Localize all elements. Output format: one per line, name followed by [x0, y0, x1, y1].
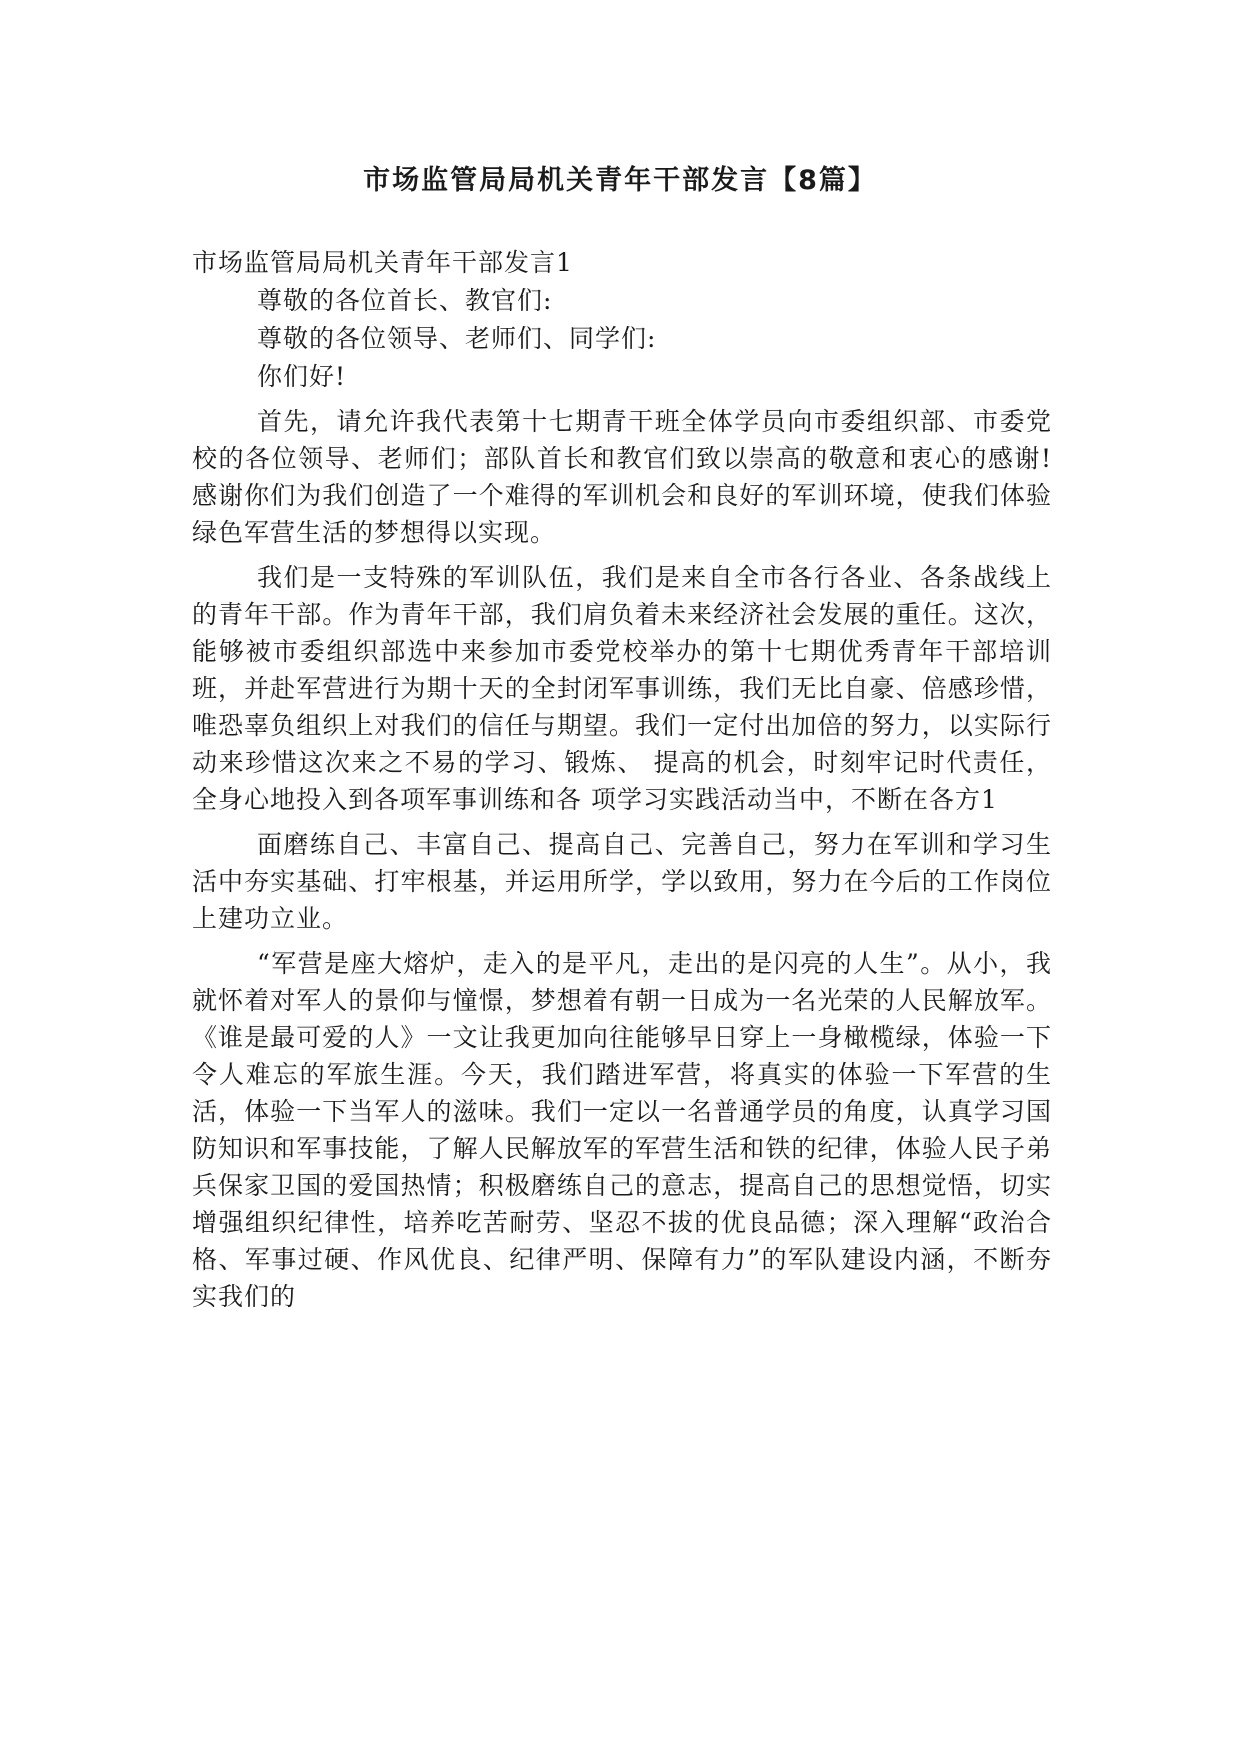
greeting-line: 尊敬的各位领导、老师们、同学们:: [257, 324, 657, 353]
body-paragraph: 首先，请允许我代表第十七期青干班全体学员向市委组织部、市委党校的各位领导、老师们；部队首长和教官们致以崇高的敬意和衷心的感谢!感谢你们为我们创造了一个难得的军训机会和良好的军训环境，使我们体验绿色军营生活的梦想得以实现。: [192, 407, 1052, 547]
document-body: [192, 244, 1052, 1323]
body-paragraph: 面磨练自己、丰富自己、提高自己、完善自己，努力在军训和学习生活中夯实基础、打牢根基，并运用所学，学以致用，努力在今后的工作岗位上建功立业。: [192, 830, 1052, 933]
greeting-line: 你们好!: [257, 362, 347, 391]
greeting-line: 尊敬的各位首长、教官们:: [257, 286, 553, 315]
document-title: 市场监管局局机关青年干部发言【8篇】: [363, 165, 877, 196]
body-paragraph: 我们是一支特殊的军训队伍，我们是来自全市各行各业、各条战线上的青年干部。作为青年干部，我们肩负着未来经济社会发展的重任。这次，能够被市委组织部选中来参加市委党校举办的第十七期优秀青年干部培训班，并赴军营进行为期十天的全封闭军事训练，我们无比自豪、倍感珍惜，唯恐辜负组织上对我们的信任与期望。我们一定付出加倍的努力，以实际行动来珍惜这次来之不易的学习、锻炼、 提高的机会，时刻牢记时代责任，全身心地投入到各项军事训练和各 项学习实践活动当中，不断在各方1: [192, 563, 1052, 814]
section-heading: 市场监管局局机关青年干部发言1: [192, 248, 573, 277]
body-paragraph: “军营是座大熔炉，走入的是平凡，走出的是闪亮的人生”。从小，我就怀着对军人的景仰与憧憬，梦想着有朝一日成为一名光荣的人民解放军。《谁是最可爱的人》一文让我更加向往能够早日穿上一身橄榄绿，体验一下令人难忘的军旅生涯。今天，我们踏进军营，将真实的体验一下军营的生活，体验一下当军人的滋味。我们一定以一名普通学员的角度，认真学习国防知识和军事技能，了解人民解放军的军营生活和铁的纪律，体验人民子弟兵保家卫国的爱国热情；积极磨练自己的意志，提高自己的思想觉悟，切实增强组织纪律性，培养吃苦耐劳、坚忍不拔的优良品德；深入理解“政治合格、军事过硬、作风优良、纪律严明、保障有力”的军队建设内涵，不断夯实我们的: [192, 949, 1052, 1311]
